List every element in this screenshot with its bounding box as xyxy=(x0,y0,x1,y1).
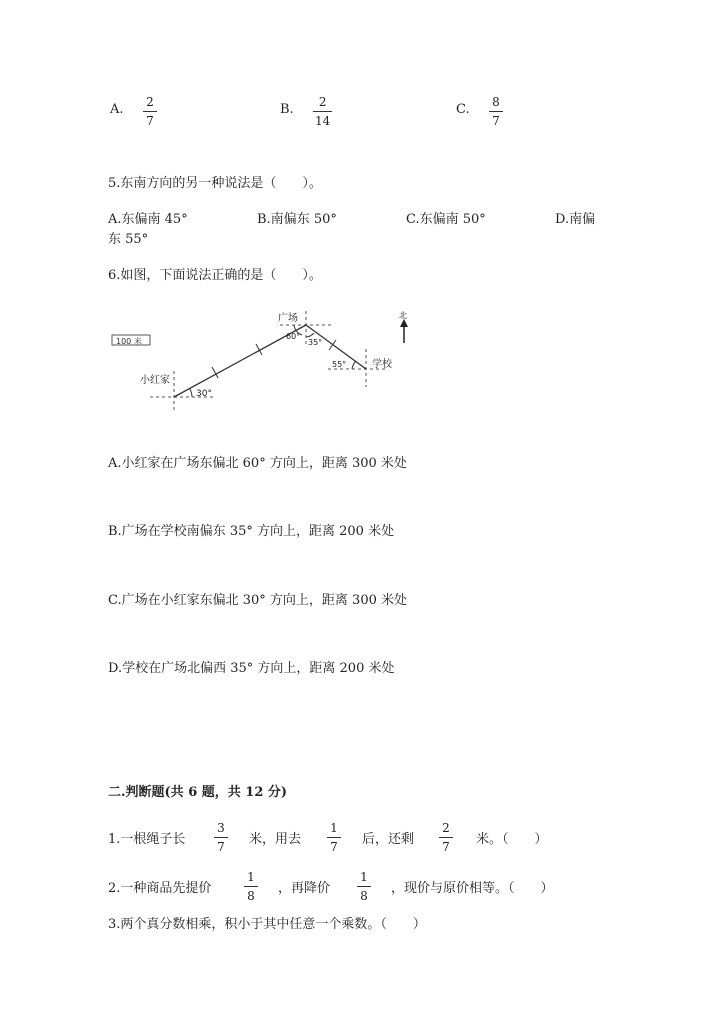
fraction-bar xyxy=(439,837,453,838)
fraction-denominator: 7 xyxy=(492,114,500,128)
fraction-numerator: 1 xyxy=(330,821,338,835)
fraction-denominator: 8 xyxy=(360,889,368,903)
judge-q1-part1: 1.一根绳子长 xyxy=(108,832,186,847)
north-arrow-icon xyxy=(400,319,408,343)
q6-option-d: D.学校在广场北偏西 35° 方向上，距离 200 米处 xyxy=(108,661,395,676)
fraction-bar xyxy=(214,837,228,838)
judge-q2-part1: 2.一种商品先提价 xyxy=(108,881,212,896)
school-label: 学校 xyxy=(372,359,392,370)
q6-direction-figure xyxy=(100,305,430,415)
fraction-denominator: 14 xyxy=(315,114,331,128)
judge-q1-part3: 后，还剩 xyxy=(362,832,415,847)
angle-label-60: 60° xyxy=(286,332,301,341)
fraction-numerator: 8 xyxy=(492,95,500,109)
q5-stem: 5.东南方向的另一种说法是（ ）。 xyxy=(108,176,322,191)
q6-option-c: C.广场在小红家东偏北 30° 方向上，距离 300 米处 xyxy=(108,593,408,608)
q6-option-b: B.广场在学校南偏东 35° 方向上，距离 200 米处 xyxy=(108,524,395,539)
q5-option-a: A.东偏南 45° xyxy=(108,212,188,227)
angle-label-35: 35° xyxy=(308,338,323,347)
q6-option-a: A.小红家在广场东偏北 60° 方向上，距离 300 米处 xyxy=(108,456,407,471)
q4-option-a-letter: A. xyxy=(110,102,124,117)
judge-q3: 3.两个真分数相乘，积小于其中任意一个乘数。（ ） xyxy=(108,917,426,932)
plaza-label: 广场 xyxy=(278,313,298,324)
q4-option-b-fraction xyxy=(313,96,332,127)
fraction-denominator: 7 xyxy=(217,840,225,854)
fraction-bar xyxy=(143,111,157,112)
fraction-bar xyxy=(244,886,258,887)
angle-label-55: 55° xyxy=(332,360,347,369)
judge-q2-fraction2 xyxy=(357,871,371,902)
judge-q2-part3: ，现价与原价相等。（ ） xyxy=(391,881,554,896)
fraction-denominator: 7 xyxy=(442,840,450,854)
fraction-numerator: 2 xyxy=(442,821,450,835)
q5-option-d-part1: D.南偏 xyxy=(555,212,596,227)
fraction-numerator: 1 xyxy=(247,870,255,884)
angle-arc-55 xyxy=(352,361,356,369)
q4-option-b-letter: B. xyxy=(280,102,294,117)
fraction-bar xyxy=(489,111,503,112)
q6-stem: 6.如图，下面说法正确的是（ ）。 xyxy=(108,268,322,283)
fraction-bar xyxy=(327,837,341,838)
fraction-denominator: 7 xyxy=(330,840,338,854)
fraction-numerator: 2 xyxy=(146,95,154,109)
fraction-bar xyxy=(357,886,371,887)
fraction-numerator: 2 xyxy=(318,95,327,109)
fraction-numerator: 3 xyxy=(217,821,225,835)
scale-label: 100 米 xyxy=(116,337,142,346)
judge-q2-part2: ，再降价 xyxy=(278,881,331,896)
judge-q2-fraction1 xyxy=(244,871,258,902)
judge-q1-fraction2 xyxy=(327,822,341,853)
q5-option-c: C.东偏南 50° xyxy=(406,212,486,227)
q5-option-d-part2: 东 55° xyxy=(108,232,149,247)
angle-label-30: 30° xyxy=(196,389,212,399)
q5-option-b: B.南偏东 50° xyxy=(257,212,337,227)
fraction-bar xyxy=(313,111,332,112)
route-tick xyxy=(329,340,336,350)
fraction-denominator: 7 xyxy=(146,114,154,128)
angle-arc-35 xyxy=(306,333,314,337)
judge-q1-part2: 米，用去 xyxy=(249,832,302,847)
q4-option-c-fraction xyxy=(489,96,503,127)
judge-q1-fraction1 xyxy=(214,822,228,853)
section2-title: 二.判断题(共 6 题，共 12 分) xyxy=(108,785,288,800)
north-label: 北 xyxy=(399,311,407,320)
judge-q1-part4: 米。（ ） xyxy=(476,832,548,847)
q4-option-a-fraction xyxy=(143,96,157,127)
q4-option-c-letter: C. xyxy=(456,102,470,117)
fraction-numerator: 1 xyxy=(360,870,368,884)
home-label: 小红家 xyxy=(140,375,170,386)
angle-arc-30 xyxy=(190,389,192,397)
judge-q1-fraction3 xyxy=(439,822,453,853)
fraction-denominator: 8 xyxy=(247,889,255,903)
